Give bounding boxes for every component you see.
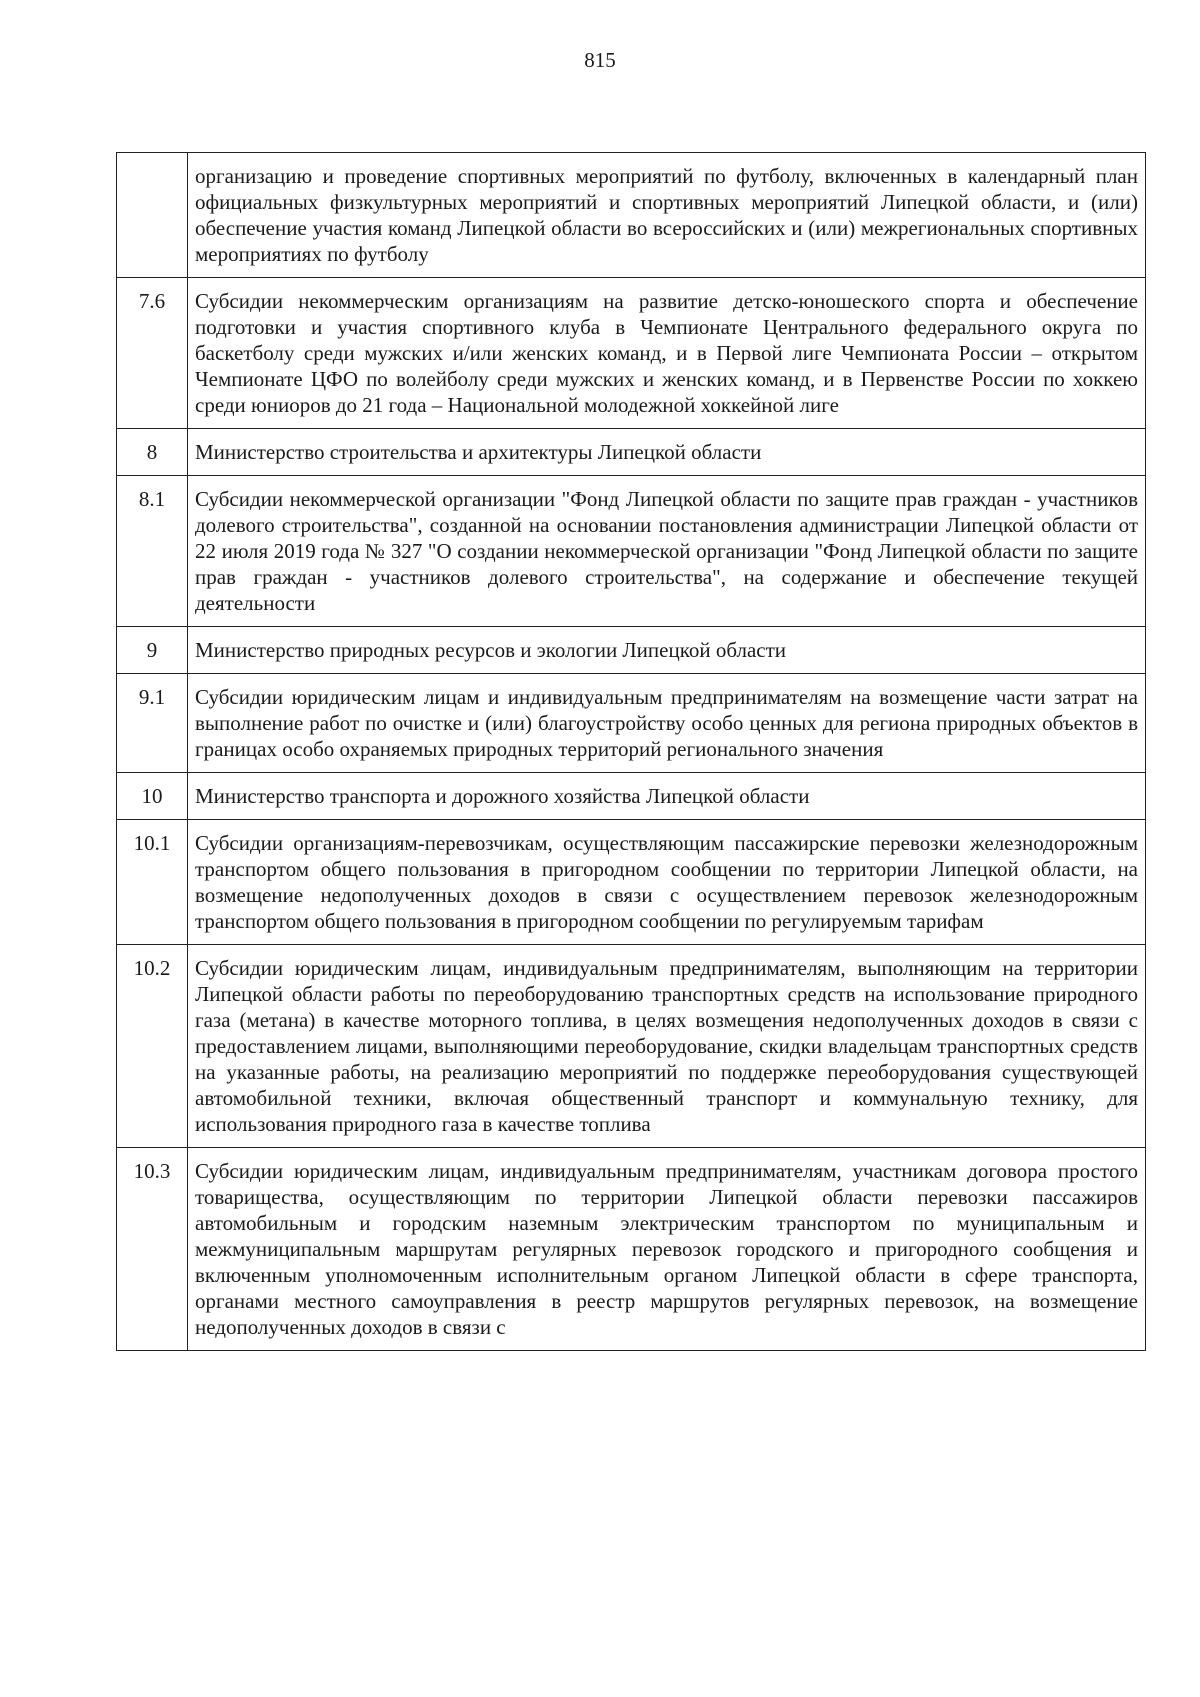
row-number: 10.1 xyxy=(117,820,188,945)
row-number: 7.6 xyxy=(117,278,188,429)
row-number: 9 xyxy=(117,627,188,674)
row-text: Субсидии некоммерческим организациям на развитие детско-юношеского спорта и обеспечение подготовки и участия спортивного клуба в Чемпионате Центрального федерального округа по баскетболу среди мужских и/или женских команд, и в Первой лиге Чемпионата России – открытом Чемпионате ЦФО по волейболу среди мужских и женских команд, и в Первенстве России по хоккею среди юниоров до 21 года – Национальной молодежной хоккейной лиге xyxy=(188,278,1146,429)
row-text: Субсидии некоммерческой организации "Фонд Липецкой области по защите прав граждан - участников долевого строительства", созданной на основании постановления администрации Липецкой области от 22 июля 2019 года № 327 "О создании некоммерческой организации "Фонд Липецкой области по защите прав граждан - участников долевого строительства", на содержание и обеспечение текущей деятельности xyxy=(188,476,1146,627)
row-text: Субсидии юридическим лицам и индивидуальным предпринимателям на возмещение части затрат на выполнение работ по очистке и (или) благоустройству особо ценных для региона природных объектов в границах особо охраняемых природных территорий регионального значения xyxy=(188,674,1146,773)
table-row xyxy=(117,278,1146,429)
table-row xyxy=(117,429,1146,476)
table-row xyxy=(117,820,1146,945)
row-number: 8.1 xyxy=(117,476,188,627)
row-text: организацию и проведение спортивных мероприятий по футболу, включенных в календарный план официальных физкультурных мероприятий и спортивных мероприятий Липецкой области, и (или) обеспечение участия команд Липецкой области во всероссийских и (или) межрегиональных спортивных мероприятиях по футболу xyxy=(188,153,1146,278)
table-row xyxy=(117,674,1146,773)
row-number: 9.1 xyxy=(117,674,188,773)
row-text: Министерство транспорта и дорожного хозяйства Липецкой области xyxy=(188,773,1146,820)
table-row xyxy=(117,627,1146,674)
page-number: 815 xyxy=(584,48,616,72)
row-number: 10 xyxy=(117,773,188,820)
table-row xyxy=(117,945,1146,1148)
table-row xyxy=(117,153,1146,278)
table-row xyxy=(117,773,1146,820)
row-number xyxy=(117,153,188,278)
row-number: 10.3 xyxy=(117,1148,188,1351)
table-row xyxy=(117,1148,1146,1351)
row-number: 8 xyxy=(117,429,188,476)
row-text: Министерство строительства и архитектуры Липецкой области xyxy=(188,429,1146,476)
row-text: Субсидии юридическим лицам, индивидуальным предпринимателям, выполняющим на территории Липецкой области работы по переоборудованию транспортных средств на использование природного газа (метана) в качестве моторного топлива, в целях возмещения недополученных доходов в связи с предоставлением лицами, выполняющими переоборудование, скидки владельцам транспортных средств на указанные работы, на реализацию мероприятий по поддержке переоборудования существующей автомобильной техники, включая общественный транспорт и коммунальную технику, для использования природного газа в качестве топлива xyxy=(188,945,1146,1148)
row-text: Субсидии организациям-перевозчикам, осуществляющим пассажирские перевозки железнодорожным транспортом общего пользования в пригородном сообщении по территории Липецкой области, на возмещение недополученных доходов в связи с осуществлением перевозок железнодорожным транспортом общего пользования в пригородном сообщении по регулируемым тарифам xyxy=(188,820,1146,945)
row-number: 10.2 xyxy=(117,945,188,1148)
row-text: Субсидии юридическим лицам, индивидуальным предпринимателям, участникам договора простого товарищества, осуществляющим по территории Липецкой области перевозки пассажиров автомобильным и городским наземным электрическим транспортом по муниципальным и межмуниципальным маршрутам регулярных перевозок городского и пригородного сообщения и включенным уполномоченным исполнительным органом Липецкой области в сфере транспорта, органами местного самоуправления в реестр маршрутов регулярных перевозок, на возмещение недополученных доходов в связи с xyxy=(188,1148,1146,1351)
subsidies-table xyxy=(116,152,1146,1351)
row-text: Министерство природных ресурсов и экологии Липецкой области xyxy=(188,627,1146,674)
table-row xyxy=(117,476,1146,627)
